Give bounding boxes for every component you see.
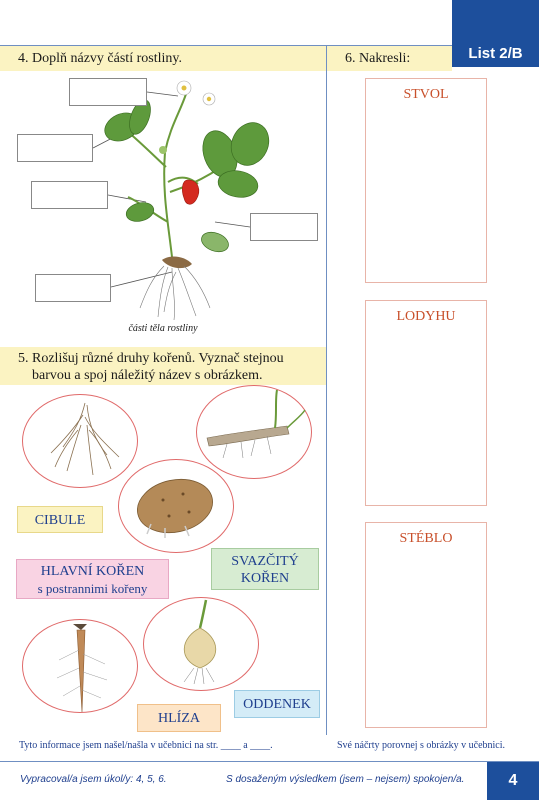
plant-part-answer-box-3[interactable] [31, 181, 108, 209]
task5-footnote: Tyto informace jsem našel/našla v učebnici na str. ____ a ____. [19, 740, 273, 751]
tuber-icon [119, 460, 235, 554]
task5-title-line2: barvou a spoj náležitý název s obrázkem. [32, 368, 263, 383]
task5-title [0, 347, 326, 385]
label-hlavni-koren[interactable] [16, 559, 169, 599]
draw-box-stvol[interactable] [365, 78, 487, 283]
task4-caption: části těla rostliny [128, 323, 198, 334]
root-circle-tuber[interactable] [118, 459, 234, 553]
draw-box-lodyhu-label: LODYHU [396, 309, 456, 324]
task6-title: 6. Nakresli: [327, 46, 452, 71]
label-hliza[interactable]: HLÍZA [137, 704, 221, 732]
footer-right-text: S dosaženým výsledkem (jsem – nejsem) spokojen/a. [226, 774, 465, 785]
plant-part-answer-box-5[interactable] [35, 274, 111, 302]
task6-footnote: Své náčrty porovnej s obrázky v učebnici. [337, 740, 506, 751]
plant-part-answer-box-2[interactable] [17, 134, 93, 162]
task5-title-line1: 5. Rozlišuj různé druhy kořenů. Vyznač stejnou [18, 351, 284, 366]
draw-box-steblo[interactable] [365, 522, 487, 728]
root-circle-taproot[interactable] [22, 619, 138, 713]
task4-title: 4. Doplň názvy částí rostliny. [0, 46, 326, 71]
draw-box-lodyhu[interactable] [365, 300, 487, 506]
list-tab [452, 0, 539, 67]
label-hlavni-koren-sub: s postrannimi kořeny [37, 581, 148, 596]
footer-left-text: Vypracoval/a jsem úkol/y: 4, 5, 6. [20, 774, 167, 785]
column-divider [326, 45, 327, 735]
label-svazcity-koren[interactable] [211, 548, 319, 590]
plant-part-answer-box-4[interactable] [250, 213, 318, 241]
label-oddenek[interactable]: ODDENEK [234, 690, 320, 718]
taproot-icon [23, 620, 139, 714]
root-circle-bulb[interactable] [143, 597, 259, 691]
draw-box-steblo-label: STÉBLO [399, 531, 453, 546]
list-label: List 2/B [468, 45, 523, 62]
label-hlavni-koren-main: HLAVNÍ KOŘEN [40, 564, 145, 579]
draw-box-stvol-label: STVOL [403, 87, 449, 102]
label-cibule[interactable]: CIBULE [17, 506, 103, 533]
bulb-icon [144, 598, 260, 692]
footer-rule [0, 761, 539, 762]
label-svazcity-line1: SVAZČITÝ [231, 554, 299, 569]
label-svazcity-line2: KOŘEN [240, 571, 290, 586]
page-number: 4 [487, 762, 539, 800]
plant-part-answer-box-1[interactable] [69, 78, 147, 106]
